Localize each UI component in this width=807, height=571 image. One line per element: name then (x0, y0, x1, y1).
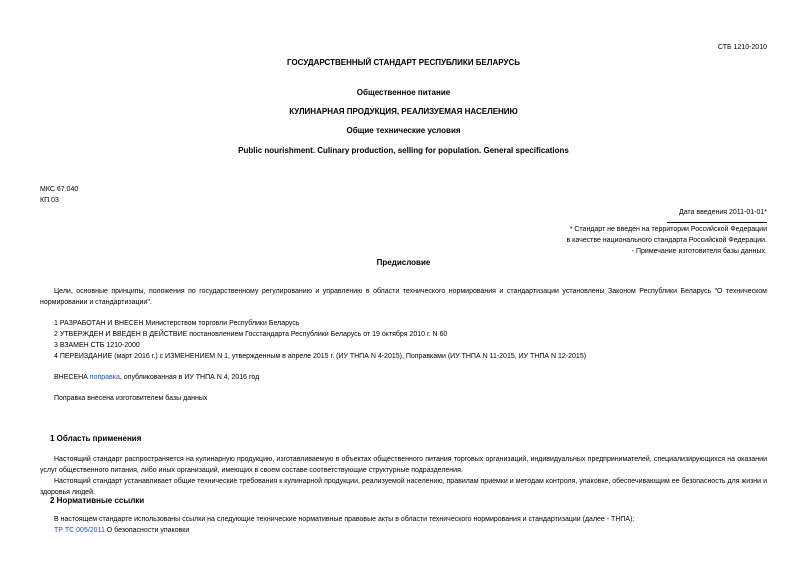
section-1-heading: 1 Область применения (50, 434, 142, 443)
footnote-line-2: в качестве национального стандарта Российской Федерации. (566, 237, 767, 244)
amendment-note: Поправка внесена изготовителем базы данных (54, 395, 208, 402)
preface-item-2: 2 УТВЕРЖДЕН И ВВЕДЕН В ДЕЙСТВИЕ постановлением Госстандарта Республики Беларусь от 19 октября 2010 г. N 60 (54, 331, 448, 338)
preface-item-4: 4 ПЕРЕИЗДАНИЕ (март 2016 г.) с ИЗМЕНЕНИЕМ N 1, утвержденным в апреле 2015 г. (ИУ ТНПА N 4-2015), Поправками (ИУ ТНПА N 11-2015, ИУ ТНПА N 12-2015) (54, 353, 587, 360)
title-state: ГОСУДАРСТВЕННЫЙ СТАНДАРТ РЕСПУБЛИКИ БЕЛАРУСЬ (287, 58, 520, 67)
document-code: СТБ 1210-2010 (717, 44, 767, 51)
amendment-line (54, 374, 259, 381)
normative-reference (54, 527, 189, 534)
section-2-heading: 2 Нормативные ссылки (50, 496, 145, 505)
footnote-line-1: * Стандарт не введен на территории Российской Федерации (569, 226, 767, 233)
reference-title: О безопасности упаковки (104, 527, 190, 534)
footnote-line-3: - Примечание изготовителя базы данных. (631, 248, 767, 255)
section-2-paragraph: В настоящем стандарте использованы ссылки на следующие технические нормативные правовые акты в области технического нормирования и стандартизации (далее - ТНПА): (54, 516, 635, 523)
section-1-paragraph-1: Настоящий стандарт распространяется на кулинарную продукцию, изготавливаемую в объектах общественного питания торговых организаций, индивидуальных предпринимателей, специализирующихся на оказании услуг общественного питания, либо иных организаций, имеющих в своем составе соответствующие структурные подразделения. (40, 456, 767, 474)
intro-date: Дата введения 2011-01-01* (678, 209, 767, 216)
reference-link[interactable]: ТР ТС 005/2011 (54, 527, 105, 534)
section-1-paragraph-2: Настоящий стандарт устанавливает общие технические требования к кулинарной продукции, реализуемой населению, правилам приемки и методам контроля, упаковке, обеспечивающим ее безопасность для жизни и здоровья людей. (40, 478, 767, 496)
title-subtitle: Общие технические условия (346, 126, 461, 135)
preface-paragraph: Цели, основные принципы, положения по государственному регулированию и управлению в области технического нормирования и стандартизации установлены Законом Республики Беларусь "О техническом нормировании и стандартизации". (40, 288, 767, 306)
mks-code: МКС 67.040 (40, 186, 79, 193)
preface-heading: Предисловие (376, 258, 431, 267)
amendment-link[interactable]: поправка (89, 374, 120, 381)
title-english: Public nourishment. Culinary production, selling for population. General specifications (238, 146, 569, 155)
kp-code: КП 03 (40, 197, 59, 204)
title-area: Общественное питание (356, 88, 451, 97)
footnote-separator (667, 222, 767, 223)
preface-item-1: 1 РАЗРАБОТАН И ВНЕСЕН Министерством торговли Республики Беларусь (54, 320, 300, 327)
amendment-prefix: ВНЕСЕНА (54, 374, 88, 381)
preface-item-3: 3 ВЗАМЕН СТБ 1210-2000 (54, 342, 140, 349)
amendment-suffix: , опубликованная в ИУ ТНПА N 4, 2016 год (119, 374, 260, 381)
title-main: КУЛИНАРНАЯ ПРОДУКЦИЯ, РЕАЛИЗУЕМАЯ НАСЕЛЕНИЮ (289, 107, 518, 116)
